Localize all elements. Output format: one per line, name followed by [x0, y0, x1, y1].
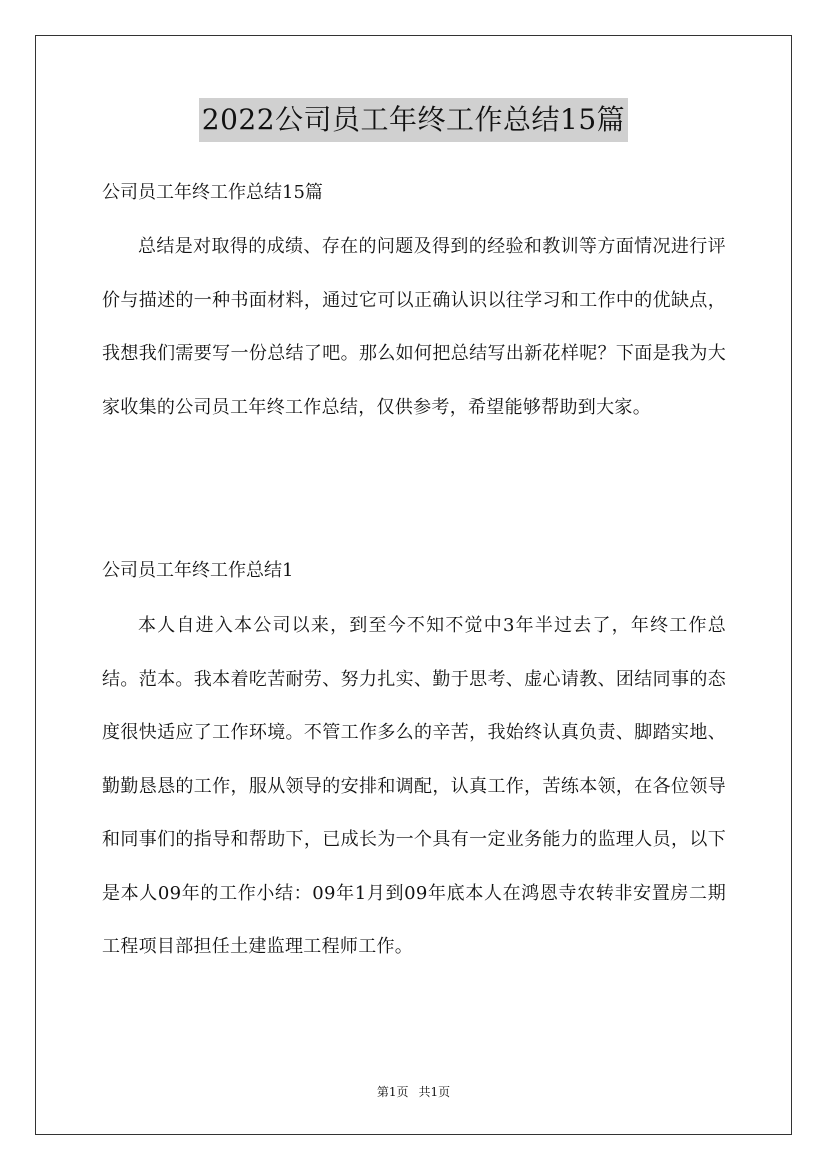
page-number: 第1页: [376, 1085, 409, 1099]
page-total: 共1页: [418, 1085, 451, 1099]
document-title: 2022公司员工年终工作总结15篇: [199, 98, 628, 142]
intro-paragraph: 总结是对取得的成绩、存在的问题及得到的经验和教训等方面情况进行评价与描述的一种书面材料，通过它可以正确认识以往学习和工作中的优缺点，我想我们需要写一份总结了吧。那么如何把总结写出新花样呢？下面是我为大家收集的公司员工年终工作总结，仅供参考，希望能够帮助到大家。: [102, 236, 726, 418]
title-container: [0, 98, 827, 142]
section-paragraph: 本人自进入本公司以来，到至今不知不觉中3年半过去了，年终工作总结。范本。我本着吃苦耐劳、努力扎实、勤于思考、虚心请教、团结同事的态度很快适应了工作环境。不管工作多么的辛苦，我始终认真负责、脚踏实地、勤勤恳恳的工作，服从领导的安排和调配，认真工作，苦练本领，在各位领导和同事们的指导和帮助下，已成长为一个具有一定业务能力的监理人员，以下是本人09年的工作小结：09年1月到09年底本人在鸿恩寺农转非安置房二期工程项目部担任土建监理工程师工作。: [102, 615, 726, 957]
page-footer: [0, 1083, 827, 1101]
section-heading: 公司员工年终工作总结1: [102, 560, 294, 581]
document-subtitle: 公司员工年终工作总结15篇: [102, 182, 323, 203]
